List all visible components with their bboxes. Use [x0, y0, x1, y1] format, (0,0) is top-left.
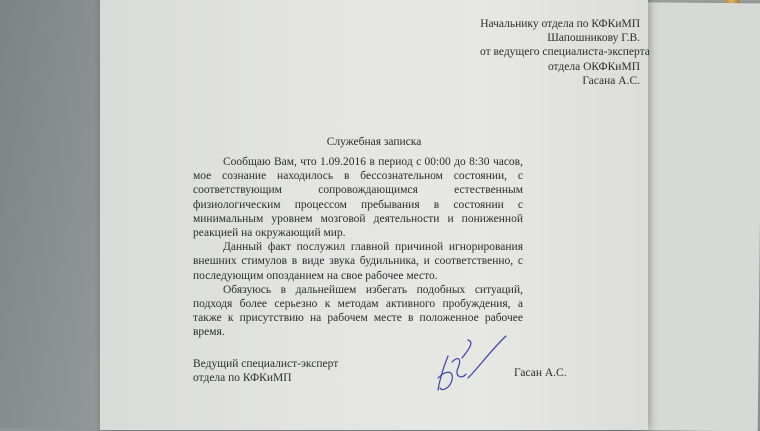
addressee-line: отдела ОКФКиМП [547, 60, 640, 73]
addressee-line: Начальнику отдела по КФКиМП [480, 18, 640, 30]
memo-body [193, 155, 523, 340]
addressee-line: Шапошникову Г.В. [547, 32, 640, 45]
signer-position-line: Ведущий специалист-эксперт [193, 358, 339, 370]
addressee-block [480, 17, 650, 88]
addressee-line: от ведущего специалиста-эксперта [480, 46, 650, 59]
memo-sheet [100, 0, 648, 430]
memo-paragraph: Сообщаю Вам, что 1.09.2016 в период с 00:00 до 8:30 часов, мое сознание находилось в бессознательном состоянии, с соответствующим сопровождающимся естественным физиологическим процессом пребывания в состоянии с минимальным уровнем мозговой деятельности и пониженной реакцией на окружающий мир. [193, 156, 523, 240]
signer-name: Гасан А.С. [514, 367, 567, 379]
memo-title: Служебная записка [326, 136, 422, 148]
memo-paragraph: Обязуюсь в дальнейшем избегать подобных ситуаций, подходя более серьезно к методам активного пробуждения, а также к присутствию на рабочем месте в положенное рабочее время. [193, 283, 523, 339]
signer-position-line: отдела по КФКиМП [193, 372, 292, 385]
memo-paragraph: Данный факт послужил главной причиной игнорирования внешних стимулов в виде звука будильника, и соответственно, с последующим опозданием на свое рабочее место. [193, 241, 523, 282]
handwritten-signature [418, 318, 518, 408]
addressee-line: Гасана А.С. [582, 74, 640, 87]
signer-position [193, 357, 338, 385]
